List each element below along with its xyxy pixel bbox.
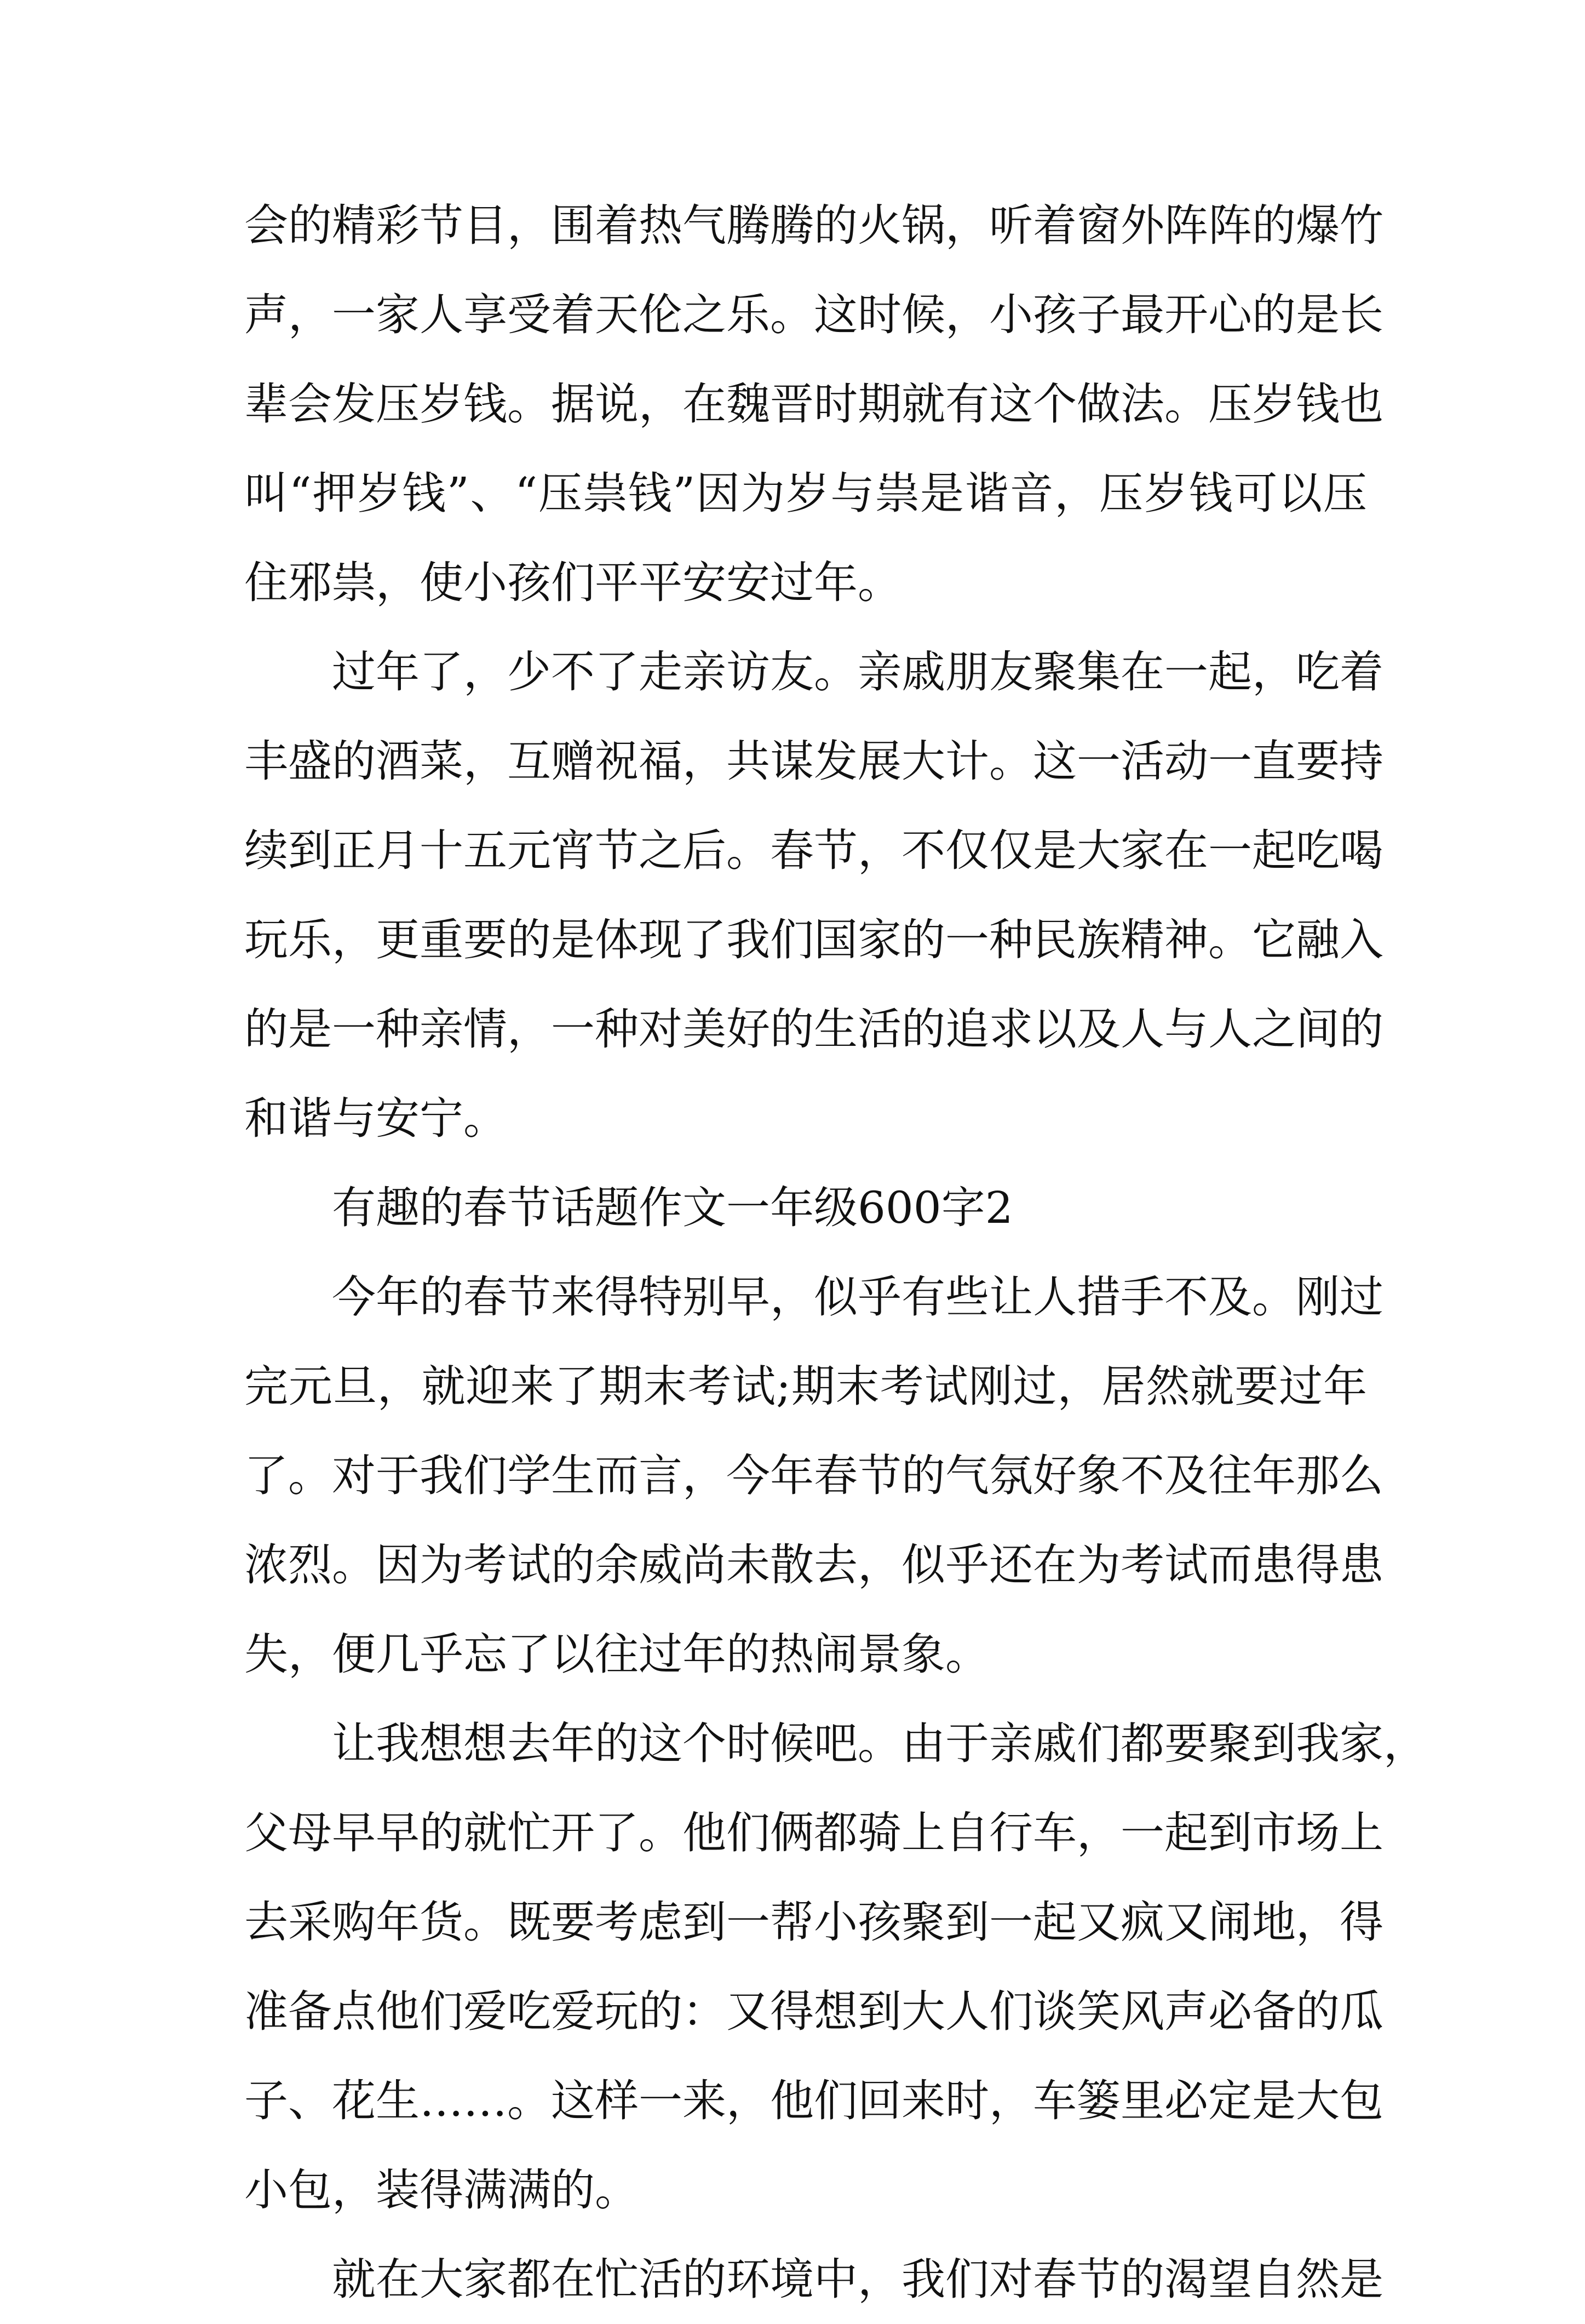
text-line: 准备点他们爱吃爱玩的：又得想到大人们谈笑风声必备的瓜 bbox=[244, 1986, 1383, 2037]
text-line: 续到正月十五元宵节之后。春节，不仅仅是大家在一起吃喝 bbox=[244, 825, 1383, 876]
text-line: 完元旦，就迎来了期末考试;期末考试刚过，居然就要过年 bbox=[244, 1361, 1367, 1412]
text-line: 小包，装得满满的。 bbox=[244, 2165, 639, 2216]
text-line: 父母早早的就忙开了。他们俩都骑上自行车，一起到市场上 bbox=[244, 1807, 1383, 1858]
paragraph-first-line: 让我想想去年的这个时候吧。由于亲戚们都要聚到我家， bbox=[332, 1718, 1427, 1769]
paragraph-first-line: 过年了，少不了走亲访友。亲戚朋友聚集在一起，吃着 bbox=[332, 646, 1383, 697]
text-line: 声，一家人享受着天伦之乐。这时候，小孩子最开心的是长 bbox=[244, 289, 1383, 340]
paragraph-first-line: 就在大家都在忙活的环境中，我们对春节的渴望自然是 bbox=[332, 2254, 1383, 2305]
text-line: 会的精彩节目，围着热气腾腾的火锅，听着窗外阵阵的爆竹 bbox=[244, 200, 1383, 251]
text-line: 失，便几乎忘了以往过年的热闹景象。 bbox=[244, 1629, 989, 1680]
paragraph-first-line: 今年的春节来得特别早，似乎有些让人措手不及。刚过 bbox=[332, 1272, 1383, 1323]
text-line: 丰盛的酒菜，互赠祝福，共谋发展大计。这一活动一直要持 bbox=[244, 736, 1383, 787]
text-line: 住邪祟，使小孩们平平安安过年。 bbox=[244, 557, 901, 608]
text-line: 叫“押岁钱”、“压祟钱”因为岁与祟是谐音，压岁钱可以压 bbox=[244, 468, 1367, 519]
text-line: 去采购年货。既要考虑到一帮小孩聚到一起又疯又闹地，得 bbox=[244, 1897, 1383, 1948]
text-line: 玩乐，更重要的是体现了我们国家的一种民族精神。它融入 bbox=[244, 914, 1383, 965]
document-body bbox=[244, 181, 1427, 2324]
text-line: 了。对于我们学生而言，今年春节的气氛好象不及往年那么 bbox=[244, 1450, 1383, 1501]
text-line: 子、花生……。这样一来，他们回来时，车篓里必定是大包 bbox=[244, 2075, 1383, 2126]
text-line: 的是一种亲情，一种对美好的生活的追求以及人与人之间的 bbox=[244, 1004, 1383, 1055]
text-line: 浓烈。因为考试的余威尚未散去，似乎还在为考试而患得患 bbox=[244, 1539, 1383, 1590]
text-line: 辈会发压岁钱。据说，在魏晋时期就有这个做法。压岁钱也 bbox=[244, 379, 1383, 430]
section-heading: 有趣的春节话题作文一年级600字2 bbox=[332, 1182, 1013, 1233]
text-line: 和谐与安宁。 bbox=[244, 1093, 507, 1144]
